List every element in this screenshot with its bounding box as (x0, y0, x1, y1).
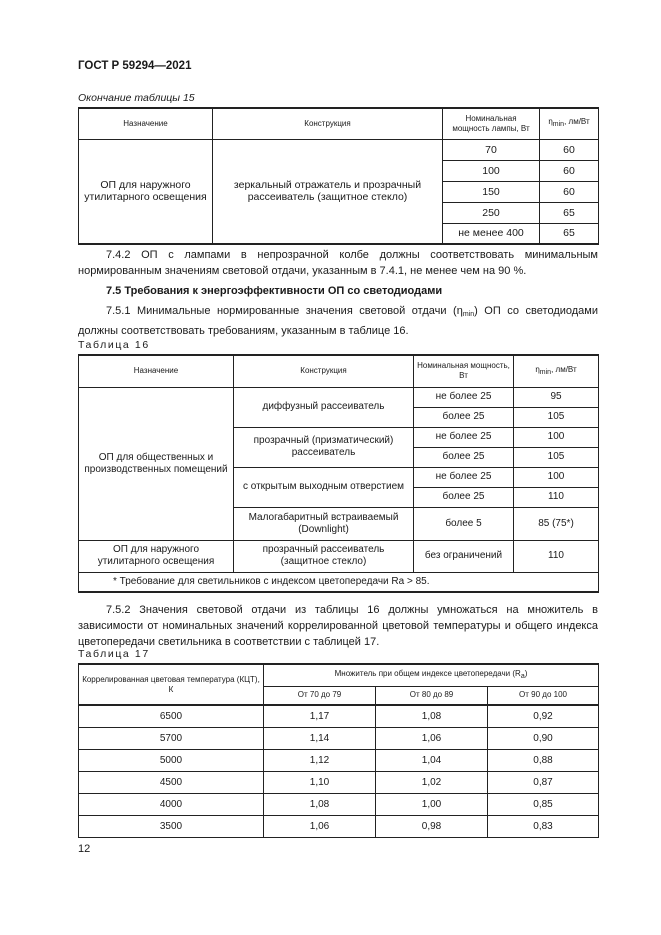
table-cell: 105 (514, 447, 599, 467)
table-cell: 5700 (79, 727, 264, 749)
table-cell: 70 (443, 139, 540, 160)
t16-header-construction: Конструкция (234, 355, 414, 387)
t16-purpose-indoor: ОП для общественных и производственных помещений (79, 387, 234, 540)
table-cell: 5000 (79, 749, 264, 771)
table-17 (78, 663, 599, 838)
t17-header-multiplier: Множитель при общем индексе цветопередачи $(R_a)$ (264, 664, 599, 686)
table-cell: более 25 (414, 487, 514, 507)
t15-header-purpose: Назначение (79, 108, 213, 139)
table-cell: 4000 (79, 793, 264, 815)
table-cell: 95 (514, 387, 599, 407)
table-cell: 4500 (79, 771, 264, 793)
table-cell: 0,92 (488, 705, 599, 727)
table-cell: более 5 (414, 507, 514, 540)
t16-construction-prismatic: прозрачный (призматический) рассеиватель (234, 427, 414, 467)
table-15-caption: Окончание таблицы 15 (78, 92, 195, 104)
table-cell: более 25 (414, 407, 514, 427)
table-row (79, 771, 599, 793)
table-cell: 0,98 (376, 815, 488, 837)
t15-construction: зеркальный отражатель и прозрачный рассеиватель (защитное стекло) (213, 139, 443, 244)
table-cell: 1,00 (376, 793, 488, 815)
table-cell: 0,85 (488, 793, 599, 815)
table-row (79, 793, 599, 815)
table-row (79, 727, 599, 749)
table-cell: 0,88 (488, 749, 599, 771)
t16-header-power: Номинальная мощность, Вт (414, 355, 514, 387)
table-cell: 1,04 (376, 749, 488, 771)
t17-subheader-80-89: От 80 до 89 (376, 686, 488, 705)
t17-subheader-90-100: От 90 до 100 (488, 686, 599, 705)
table-cell: 0,90 (488, 727, 599, 749)
table-cell: 60 (540, 139, 599, 160)
table-cell: 0,87 (488, 771, 599, 793)
table-cell: 60 (540, 181, 599, 202)
table-cell: не более 25 (414, 467, 514, 487)
table-cell: 100 (443, 160, 540, 181)
table-cell: 110 (514, 540, 599, 572)
paragraph-7-5-1: 7.5.1 Минимальные нормированные значения световой отдачи $(\eta_{min})$ ОП со светодиодами должны соответствовать требованиям, указанным в таблице 16. (78, 305, 599, 337)
section-heading-7-5: 7.5 Требования к энергоэффективности ОП со светодиодами (106, 285, 443, 297)
table-cell: 1,17 (264, 705, 376, 727)
table-cell: 1,08 (264, 793, 376, 815)
t16-construction-open: с открытым выходным отверстием (234, 467, 414, 507)
table-cell: 3500 (79, 815, 264, 837)
table-15 (78, 107, 599, 245)
t15-purpose: ОП для наружного утилитарного освещения (79, 139, 213, 244)
table-cell: 1,14 (264, 727, 376, 749)
table-row (79, 749, 599, 771)
t15-header-efficacy: $\eta_{min}$, лм/Вт (540, 108, 599, 139)
table-17-caption: Таблица 17 (78, 648, 150, 660)
table-cell: 0,83 (488, 815, 599, 837)
table-16-caption: Таблица 16 (78, 339, 150, 351)
t16-construction-diffuse: диффузный рассеиватель (234, 387, 414, 427)
t16-construction-downlight: Малогабаритный встраиваемый (Downlight) (234, 507, 414, 540)
t16-header-purpose: Назначение (79, 355, 234, 387)
table-cell: 60 (540, 160, 599, 181)
t16-footnote: * Требование для светильников с индексом цветопередачи Ra > 85. (79, 572, 599, 592)
table-cell: 1,06 (264, 815, 376, 837)
table-cell: 1,10 (264, 771, 376, 793)
t17-header-cct: Коррелированная цветовая температура (КЦТ), К (79, 664, 264, 705)
table-cell: 110 (514, 487, 599, 507)
t15-header-power: Номинальная мощность лампы, Вт (443, 108, 540, 139)
paragraph-7-5-2: 7.5.2 Значения световой отдачи из таблицы 16 должны умножаться на множитель в зависимости от номинальных значений коррелированной цветовой температуры и общего индекса цветопередачи светильника в соответствии с таблицей 17. (78, 604, 598, 648)
table-cell: не менее 400 (443, 223, 540, 244)
table-row (79, 815, 599, 837)
table-cell: 105 (514, 407, 599, 427)
table-cell: 100 (514, 467, 599, 487)
table-cell: 65 (540, 202, 599, 223)
table-cell: 100 (514, 427, 599, 447)
table-cell: 250 (443, 202, 540, 223)
t17-subheader-70-79: От 70 до 79 (264, 686, 376, 705)
t16-purpose-outdoor: ОП для наружного утилитарного освещения (79, 540, 234, 572)
table-cell: не более 25 (414, 427, 514, 447)
page-number: 12 (78, 843, 91, 855)
t15-header-construction: Конструкция (213, 108, 443, 139)
table-cell: без ограничений (414, 540, 514, 572)
table-cell: более 25 (414, 447, 514, 467)
table-cell: 1,12 (264, 749, 376, 771)
table-cell: 1,02 (376, 771, 488, 793)
t16-header-efficacy: $\eta_{min}$, лм/Вт (514, 355, 599, 387)
table-16 (78, 354, 599, 593)
table-cell: 1,08 (376, 705, 488, 727)
table-cell: 150 (443, 181, 540, 202)
table-cell: 1,06 (376, 727, 488, 749)
table-cell: не более 25 (414, 387, 514, 407)
table-cell: 65 (540, 223, 599, 244)
table-cell: 85 (75*) (514, 507, 599, 540)
document-code: ГОСТ Р 59294—2021 (78, 60, 192, 72)
table-row (79, 705, 599, 727)
table-cell: 6500 (79, 705, 264, 727)
paragraph-7-4-2: 7.4.2 ОП с лампами в непрозрачной колбе должны соответствовать минимальным нормированным значениям световой отдачи, указанным в 7.4.1, не менее чем на 90 %. (78, 249, 598, 277)
t16-construction-glass: прозрачный рассеиватель (защитное стекло) (234, 540, 414, 572)
